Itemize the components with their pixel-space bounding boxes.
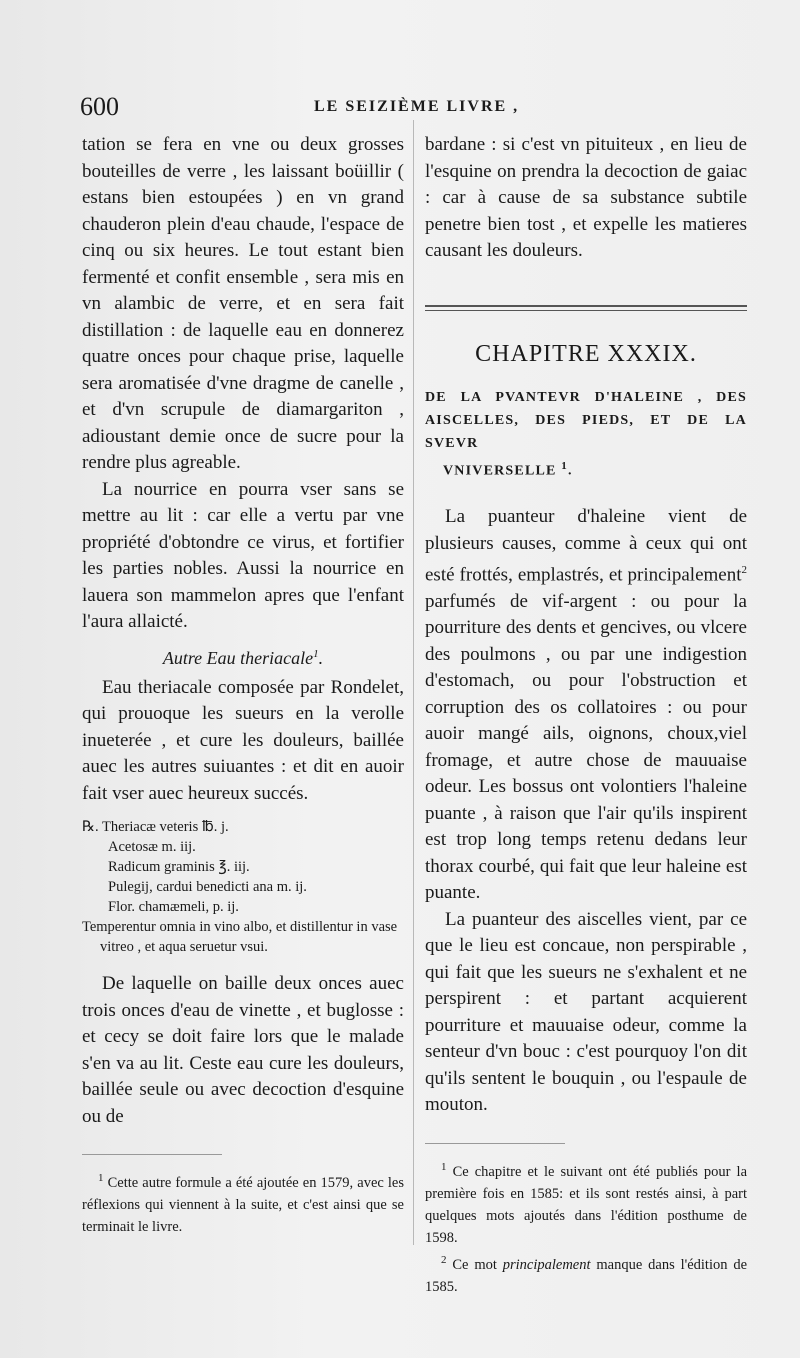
running-head — [80, 92, 770, 122]
footnote-text: Cette autre formule a été ajoutée en 1579, avec les réflexions qui viennent à la suite, et c'est ainsi que se terminait le livre. — [82, 1174, 405, 1235]
inline-footnote-ref: 2 — [741, 564, 747, 577]
section-subheading: Autre Eau theriacale$^1$. — [162, 647, 324, 668]
left-paragraph-4: De laquelle on baille deux onces auec trois onces d'eau de vinette , et buglosse : et cecy se doit faire lors que le malade s'en va au lit. Ceste eau cure les douleurs, baillée seule ou avec decoction d'esquine ou de — [82, 973, 404, 1127]
recipe-line: Pulegij, cardui benedicti ana m. ij. — [108, 879, 307, 895]
chapter-subtitle-end: VNIVERSELLE — [443, 463, 557, 479]
running-title: LE SEIZIÈME LIVRE , — [314, 98, 520, 115]
footnote-mark: 1 — [441, 1160, 447, 1173]
footnote-divider — [82, 1154, 222, 1155]
subheading-text: Autre Eau theriacale — [162, 647, 314, 668]
recipe-line: Acetosæ m. iij. — [108, 839, 196, 855]
chapter-divider — [425, 305, 747, 311]
left-paragraph-1: tation se fera en vne ou deux grosses bouteilles de verre , les laissant boüillir ( estans bien estoupées ) en vn grand chauderon plein d'eau chaude, l'espace de cinq ou six heures. Le tout estant bien fermenté et confit ensemble , sera mis en vn alambic de verre, et en sera fait distillation : de laquelle eau en donnerez quatre onces pour chaque prise, laquelle sera aromatisée d'vne dragme de canelle , et d'vn scrupule de diamargariton , adioustant demie once de sucre pour la rendre plus agreable. — [82, 134, 404, 473]
subheading-footnote-ref: 1 — [313, 647, 319, 660]
column-divider — [413, 120, 414, 1245]
right-paragraph-3: La puanteur des aiscelles vient, par ce que le lieu est concaue, non perspirable , qui fait que les sueurs ne s'exhalent et ne perspirent : et partant acquierent pourriture et mauuaise odeur, comme la senteur d'vn bouc : c'est pourquoy l'on dit qu'ils sentent le bouquin , ou l'espaule de mouton. — [425, 908, 747, 1116]
left-column — [82, 132, 404, 1238]
footnote-italic-word: principalement — [502, 1256, 591, 1273]
chapter-title: CHAPITRE XXXIX. — [475, 340, 697, 367]
chapter-footnote-ref: 1 — [561, 459, 568, 472]
recipe-block — [82, 817, 404, 957]
recipe-line: ℞. Theriacæ veteris ℔. j. — [82, 819, 229, 835]
right-footnote-2 — [425, 1249, 747, 1298]
footnote-text-b: manque dans l'édition de 1585. — [425, 1256, 748, 1295]
footnote-mark: 2 — [441, 1253, 447, 1266]
recipe-line: Flor. chamæmeli, p. ij. — [108, 899, 239, 915]
recipe-instruction: Temperentur omnia in vino albo, et distillentur in vase vitreo , et aqua seruetur vsui. — [82, 919, 398, 955]
footnote-text: Ce chapitre et le suivant ont été publiés pour la première fois en 1585: et ils sont restés ainsi, à part quelques mots ajoutés dans l'édition posthume de 1598. — [425, 1163, 747, 1246]
left-footnote — [82, 1167, 404, 1238]
left-paragraph-3: Eau theriacale composée par Rondelet, qui prouoque les sueurs en la verolle inueterée , et cure les douleurs, baillée auec les autres suiuantes : et dit en auoir fait vser auec heureux succés. — [82, 676, 404, 804]
right-footnote-1 — [425, 1156, 747, 1249]
footnote-divider — [425, 1143, 565, 1144]
chapter-subtitle-line-2: VNIVERSELLE $^1$. — [443, 459, 573, 479]
right-paragraph-1: bardane : si c'est vn pituiteux , en lieu de l'esquine on prendra la decoction de gaiac : car à cause de sa substance subtile penetre bien tost , et expelle les matieres causant les douleurs. — [425, 134, 747, 261]
footnote-text-a: Ce mot — [452, 1256, 497, 1273]
right-column — [425, 132, 747, 1298]
recipe-line: Radicum graminis ℥. iij. — [108, 859, 250, 875]
right-paragraph-2a: La puanteur d'haleine vient de plusieurs causes, comme à ceux qui ont esté frottés, emplastrés, et principalement — [425, 506, 747, 586]
chapter-subtitle-line-1: DE LA PVANTEVR D'HALEINE , DES AISCELLES, DES PIEDS, ET DE LA SVEVR — [425, 389, 747, 451]
chapter-subtitle — [425, 386, 747, 483]
page-number: 600 — [80, 92, 119, 121]
left-paragraph-2: La nourrice en pourra vser sans se mettre au lit : car elle a vertu par vne propriété d'obtondre ce virus, et fortifier les parties nobles. Aussi la nourrice en lauera son mammelon apres que l'enfant l'aura allaicté. — [82, 478, 404, 632]
footnote-mark: 1 — [98, 1172, 104, 1184]
right-paragraph-2b: parfumés de vif-argent : ou pour la pourriture des dents et gencives, ou vlcere des poulmons , ou par une indigestion d'estomach, ou pour l'obstruction et corruption des os collatoires : ou pour auoir mangé ails, oignons, choux,viel fromage, et autre chose de mauuaise odeur. Les bossus ont volontiers l'haleine puante , à raison que l'air qu'ils inspirent est trop long temps retenu dedans leur thorax courbé, qui fait que leur haleine est puante. — [425, 590, 747, 904]
right-paragraph-2 — [425, 504, 747, 907]
